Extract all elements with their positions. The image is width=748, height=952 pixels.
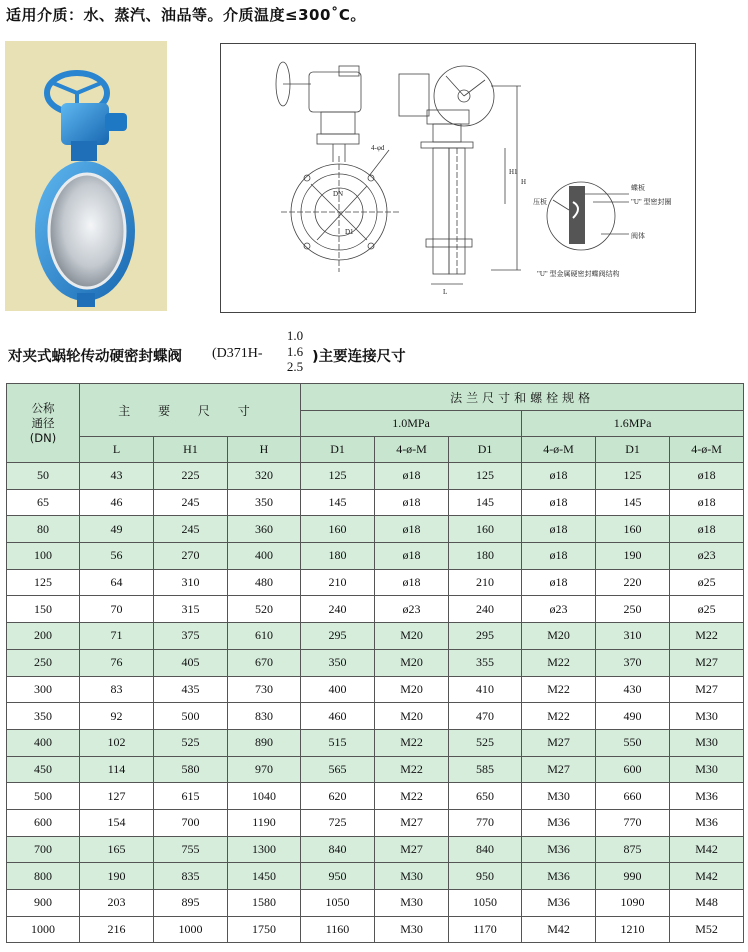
table-cell: 520 bbox=[228, 596, 301, 623]
table-cell: M42 bbox=[522, 916, 596, 943]
table-cell: 250 bbox=[596, 596, 670, 623]
subheader-d1-p2b: D1 bbox=[596, 437, 670, 463]
table-cell: ø18 bbox=[375, 569, 449, 596]
table-cell: 350 bbox=[301, 649, 375, 676]
table-cell: 1050 bbox=[449, 890, 522, 917]
table-cell: 270 bbox=[154, 543, 228, 570]
subheader-bolt-p2b: 4-ø-M bbox=[670, 437, 744, 463]
table-cell: 43 bbox=[80, 463, 154, 490]
table-cell: M22 bbox=[375, 756, 449, 783]
table-cell: 615 bbox=[154, 783, 228, 810]
table-cell: 310 bbox=[596, 623, 670, 650]
table-cell: 620 bbox=[301, 783, 375, 810]
table-cell: 400 bbox=[7, 729, 80, 756]
header-pressure-1: 1.0MPa bbox=[301, 411, 522, 437]
subheader-h: H bbox=[228, 437, 301, 463]
header-dn-line2: 通径 bbox=[31, 415, 55, 430]
table-cell: 700 bbox=[154, 809, 228, 836]
table-body bbox=[7, 463, 744, 943]
table-cell: 190 bbox=[596, 543, 670, 570]
table-title bbox=[8, 330, 448, 378]
table-cell: M20 bbox=[375, 649, 449, 676]
table-cell: 295 bbox=[301, 623, 375, 650]
table-cell: M22 bbox=[375, 729, 449, 756]
table-cell: 76 bbox=[80, 649, 154, 676]
table-cell: 515 bbox=[301, 729, 375, 756]
table-cell: 610 bbox=[228, 623, 301, 650]
table-cell: 970 bbox=[228, 756, 301, 783]
table-cell: 125 bbox=[449, 463, 522, 490]
title-pressure-2: 1.6 bbox=[286, 343, 304, 359]
table-cell: M30 bbox=[670, 703, 744, 730]
table-cell: ø25 bbox=[670, 596, 744, 623]
table-cell: 1170 bbox=[449, 916, 522, 943]
table-cell: M36 bbox=[522, 863, 596, 890]
table-row bbox=[7, 569, 744, 596]
table-cell: 435 bbox=[154, 676, 228, 703]
table-cell: 525 bbox=[154, 729, 228, 756]
table-cell: 725 bbox=[301, 809, 375, 836]
table-cell: 245 bbox=[154, 516, 228, 543]
table-cell: 950 bbox=[301, 863, 375, 890]
table-cell: 165 bbox=[80, 836, 154, 863]
table-cell: M27 bbox=[522, 729, 596, 756]
table-cell: M36 bbox=[522, 809, 596, 836]
label-disc: 蝶板 bbox=[631, 184, 645, 192]
drawing-caption: "U" 型金属硬密封蝶阀结构 bbox=[537, 270, 620, 278]
table-cell: 800 bbox=[7, 863, 80, 890]
table-cell: M36 bbox=[522, 890, 596, 917]
table-cell: 585 bbox=[449, 756, 522, 783]
subheader-h1: H1 bbox=[154, 437, 228, 463]
table-cell: M22 bbox=[522, 703, 596, 730]
table-cell: 580 bbox=[154, 756, 228, 783]
table-cell: 200 bbox=[7, 623, 80, 650]
table-cell: 650 bbox=[449, 783, 522, 810]
table-cell: ø18 bbox=[522, 463, 596, 490]
table-cell: M42 bbox=[670, 836, 744, 863]
table-cell: ø23 bbox=[375, 596, 449, 623]
table-cell: M36 bbox=[670, 809, 744, 836]
table-cell: 700 bbox=[7, 836, 80, 863]
title-pressure-1: 1.0 bbox=[286, 328, 304, 343]
table-cell: ø18 bbox=[522, 569, 596, 596]
table-cell: 660 bbox=[596, 783, 670, 810]
table-cell: 245 bbox=[154, 489, 228, 516]
table-cell: 1160 bbox=[301, 916, 375, 943]
table-cell: 190 bbox=[80, 863, 154, 890]
table-cell: 145 bbox=[301, 489, 375, 516]
label-l: L bbox=[443, 288, 448, 296]
table-cell: 400 bbox=[228, 543, 301, 570]
header-dn bbox=[7, 384, 80, 463]
title-pressure-stack bbox=[284, 328, 306, 375]
table-cell: ø18 bbox=[375, 516, 449, 543]
table-cell: 490 bbox=[596, 703, 670, 730]
table-cell: 890 bbox=[228, 729, 301, 756]
table-cell: ø23 bbox=[670, 543, 744, 570]
table-cell: M36 bbox=[522, 836, 596, 863]
table-cell: 220 bbox=[596, 569, 670, 596]
table-cell: 430 bbox=[596, 676, 670, 703]
table-cell: M27 bbox=[375, 809, 449, 836]
table-cell: 1000 bbox=[7, 916, 80, 943]
table-cell: ø18 bbox=[522, 489, 596, 516]
table-cell: 56 bbox=[80, 543, 154, 570]
table-row bbox=[7, 623, 744, 650]
table-cell: ø18 bbox=[522, 543, 596, 570]
table-cell: 180 bbox=[449, 543, 522, 570]
table-cell: M48 bbox=[670, 890, 744, 917]
table-cell: 320 bbox=[228, 463, 301, 490]
table-cell: 64 bbox=[80, 569, 154, 596]
table-cell: 355 bbox=[449, 649, 522, 676]
label-h: H bbox=[521, 178, 527, 186]
table-cell: 49 bbox=[80, 516, 154, 543]
table-cell: 500 bbox=[154, 703, 228, 730]
table-cell: 360 bbox=[228, 516, 301, 543]
table-cell: 65 bbox=[7, 489, 80, 516]
label-d1: D1 bbox=[345, 228, 354, 236]
table-cell: 405 bbox=[154, 649, 228, 676]
table-cell: ø18 bbox=[522, 516, 596, 543]
label-dn: DN bbox=[333, 190, 344, 198]
table-cell: 550 bbox=[596, 729, 670, 756]
table-cell: 1580 bbox=[228, 890, 301, 917]
title-model: (D371H- bbox=[212, 346, 263, 361]
table-cell: 1190 bbox=[228, 809, 301, 836]
table-cell: ø18 bbox=[670, 489, 744, 516]
table-cell: 1300 bbox=[228, 836, 301, 863]
table-cell: M20 bbox=[522, 623, 596, 650]
table-cell: 670 bbox=[228, 649, 301, 676]
table-cell: M27 bbox=[670, 649, 744, 676]
table-cell: M30 bbox=[522, 783, 596, 810]
table-cell: 600 bbox=[596, 756, 670, 783]
table-cell: 1090 bbox=[596, 890, 670, 917]
table-cell: 50 bbox=[7, 463, 80, 490]
table-cell: 92 bbox=[80, 703, 154, 730]
table-cell: 125 bbox=[301, 463, 375, 490]
header-dn-line3: (DN) bbox=[29, 430, 57, 445]
table-cell: 71 bbox=[80, 623, 154, 650]
title-suffix: )主要连接尺寸 bbox=[312, 349, 406, 365]
table-cell: 470 bbox=[449, 703, 522, 730]
table-cell: 315 bbox=[154, 596, 228, 623]
table-cell: M27 bbox=[375, 836, 449, 863]
table-cell: 1750 bbox=[228, 916, 301, 943]
table-cell: 1050 bbox=[301, 890, 375, 917]
table-row bbox=[7, 890, 744, 917]
table-cell: 160 bbox=[301, 516, 375, 543]
table-cell: 1450 bbox=[228, 863, 301, 890]
table-cell: 125 bbox=[7, 569, 80, 596]
table-cell: 835 bbox=[154, 863, 228, 890]
table-cell: M30 bbox=[670, 729, 744, 756]
table-cell: 210 bbox=[449, 569, 522, 596]
table-cell: 240 bbox=[301, 596, 375, 623]
table-cell: M52 bbox=[670, 916, 744, 943]
valve-photo bbox=[5, 41, 167, 311]
table-cell: 375 bbox=[154, 623, 228, 650]
table-cell: ø18 bbox=[670, 463, 744, 490]
subheader-bolt-p1: 4-ø-M bbox=[375, 437, 449, 463]
table-cell: 80 bbox=[7, 516, 80, 543]
table-cell: M22 bbox=[522, 676, 596, 703]
table-cell: 840 bbox=[449, 836, 522, 863]
table-cell: ø18 bbox=[375, 543, 449, 570]
table-row bbox=[7, 676, 744, 703]
table-row bbox=[7, 836, 744, 863]
table-cell: 565 bbox=[301, 756, 375, 783]
table-cell: 300 bbox=[7, 676, 80, 703]
subheader-l: L bbox=[80, 437, 154, 463]
table-row bbox=[7, 649, 744, 676]
table-cell: 460 bbox=[301, 703, 375, 730]
media-info-line: 适用介质：水、蒸汽、油品等。介质温度≤300˚C。 bbox=[6, 6, 366, 24]
table-cell: 525 bbox=[449, 729, 522, 756]
header-dn-line1: 公称 bbox=[31, 400, 55, 415]
table-cell: 70 bbox=[80, 596, 154, 623]
table-cell: 480 bbox=[228, 569, 301, 596]
table-cell: 114 bbox=[80, 756, 154, 783]
table-cell: 950 bbox=[449, 863, 522, 890]
table-cell: M22 bbox=[522, 649, 596, 676]
header-flange: 法兰尺寸和螺栓规格 bbox=[301, 384, 744, 411]
table-cell: ø23 bbox=[522, 596, 596, 623]
table-cell: M30 bbox=[670, 756, 744, 783]
label-u-seal: "U" 型密封圈 bbox=[631, 198, 672, 206]
table-cell: 310 bbox=[154, 569, 228, 596]
table-cell: 127 bbox=[80, 783, 154, 810]
table-cell: 295 bbox=[449, 623, 522, 650]
header-pressure-2: 1.6MPa bbox=[522, 411, 744, 437]
table-cell: 755 bbox=[154, 836, 228, 863]
table-cell: M20 bbox=[375, 703, 449, 730]
table-cell: 1210 bbox=[596, 916, 670, 943]
table-cell: 350 bbox=[228, 489, 301, 516]
table-cell: 770 bbox=[449, 809, 522, 836]
table-row bbox=[7, 463, 744, 490]
table-row bbox=[7, 543, 744, 570]
table-row bbox=[7, 809, 744, 836]
table-cell: M30 bbox=[375, 863, 449, 890]
table-cell: 600 bbox=[7, 809, 80, 836]
table-row bbox=[7, 729, 744, 756]
table-cell: 875 bbox=[596, 836, 670, 863]
table-cell: 102 bbox=[80, 729, 154, 756]
table-cell: 730 bbox=[228, 676, 301, 703]
table-cell: M20 bbox=[375, 623, 449, 650]
table-cell: 46 bbox=[80, 489, 154, 516]
table-cell: M42 bbox=[670, 863, 744, 890]
table-cell: 840 bbox=[301, 836, 375, 863]
label-body: 阀体 bbox=[631, 232, 645, 240]
dimensions-table bbox=[6, 383, 744, 943]
table-cell: ø18 bbox=[375, 463, 449, 490]
table-row bbox=[7, 783, 744, 810]
table-cell: 895 bbox=[154, 890, 228, 917]
subheader-d1-p1: D1 bbox=[301, 437, 375, 463]
table-cell: ø25 bbox=[670, 569, 744, 596]
table-cell: M20 bbox=[375, 676, 449, 703]
label-h1: H1 bbox=[509, 168, 518, 176]
table-cell: M22 bbox=[670, 623, 744, 650]
table-cell: 450 bbox=[7, 756, 80, 783]
label-4phid: 4-φd bbox=[371, 144, 385, 152]
table-row bbox=[7, 756, 744, 783]
table-cell: 400 bbox=[301, 676, 375, 703]
table-cell: 210 bbox=[301, 569, 375, 596]
subheader-d1-p2a: D1 bbox=[449, 437, 522, 463]
table-cell: 1000 bbox=[154, 916, 228, 943]
table-cell: 145 bbox=[449, 489, 522, 516]
table-cell: 370 bbox=[596, 649, 670, 676]
table-cell: 990 bbox=[596, 863, 670, 890]
table-cell: 830 bbox=[228, 703, 301, 730]
table-cell: 500 bbox=[7, 783, 80, 810]
table-cell: 83 bbox=[80, 676, 154, 703]
table-row bbox=[7, 489, 744, 516]
table-cell: 150 bbox=[7, 596, 80, 623]
table-cell: 160 bbox=[449, 516, 522, 543]
table-cell: 160 bbox=[596, 516, 670, 543]
header-main-dims: 主 要 尺 寸 bbox=[80, 384, 301, 437]
table-cell: 350 bbox=[7, 703, 80, 730]
table-cell: 770 bbox=[596, 809, 670, 836]
table-row bbox=[7, 863, 744, 890]
table-cell: 216 bbox=[80, 916, 154, 943]
table-cell: 154 bbox=[80, 809, 154, 836]
table-cell: M36 bbox=[670, 783, 744, 810]
table-row bbox=[7, 516, 744, 543]
table-cell: 410 bbox=[449, 676, 522, 703]
table-cell: 1040 bbox=[228, 783, 301, 810]
table-cell: 125 bbox=[596, 463, 670, 490]
subheader-bolt-p2a: 4-ø-M bbox=[522, 437, 596, 463]
table-cell: 203 bbox=[80, 890, 154, 917]
valve-photo-icon bbox=[5, 41, 167, 311]
title-main: 对夹式蜗轮传动硬密封蝶阀 bbox=[8, 349, 182, 365]
table-row bbox=[7, 916, 744, 943]
table-cell: 225 bbox=[154, 463, 228, 490]
table-cell: M27 bbox=[522, 756, 596, 783]
table-row bbox=[7, 596, 744, 623]
label-press-plate: 压板 bbox=[533, 198, 547, 206]
table-cell: 900 bbox=[7, 890, 80, 917]
table-cell: ø18 bbox=[670, 516, 744, 543]
title-pressure-3: 2.5 bbox=[286, 359, 304, 374]
table-cell: M22 bbox=[375, 783, 449, 810]
table-cell: ø18 bbox=[375, 489, 449, 516]
table-cell: M27 bbox=[670, 676, 744, 703]
table-cell: 250 bbox=[7, 649, 80, 676]
table-cell: 145 bbox=[596, 489, 670, 516]
table-row bbox=[7, 703, 744, 730]
table-cell: 100 bbox=[7, 543, 80, 570]
table-cell: 180 bbox=[301, 543, 375, 570]
engineering-drawing bbox=[220, 43, 696, 313]
table-cell: 240 bbox=[449, 596, 522, 623]
table-cell: M30 bbox=[375, 890, 449, 917]
table-cell: M30 bbox=[375, 916, 449, 943]
